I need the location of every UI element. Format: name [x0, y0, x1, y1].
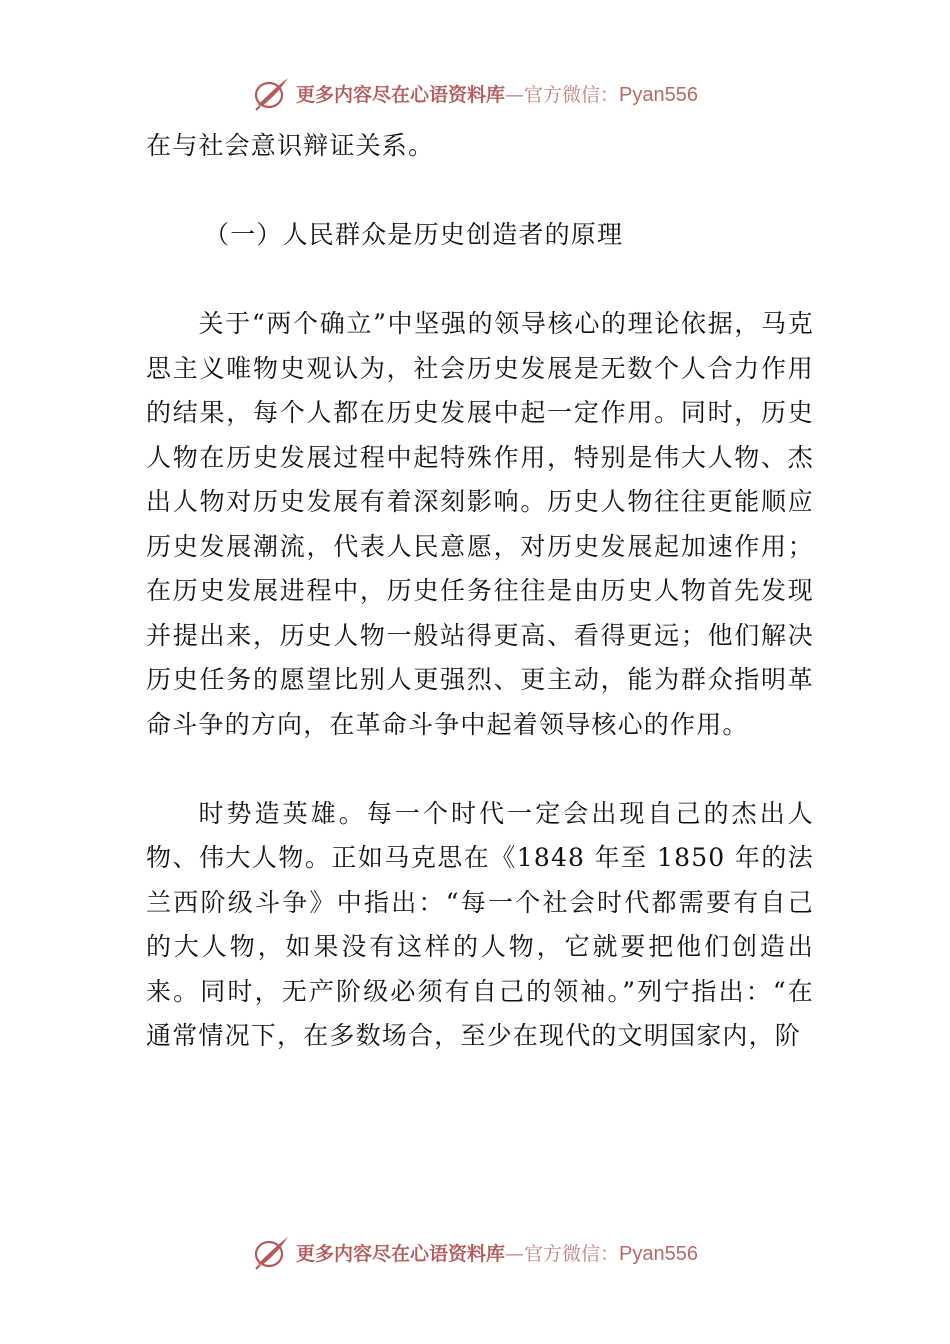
quill-pen-logo-icon [252, 1234, 292, 1270]
quill-pen-logo-icon [252, 75, 292, 111]
header-watermark-banner [0, 71, 950, 115]
watermark-dash: — [505, 1242, 525, 1265]
continuation-line: 在与社会意识辩证关系。 [146, 131, 435, 160]
section-heading: （一）人民群众是历史创造者的原理 [204, 220, 624, 249]
footer-watermark-text [296, 1239, 698, 1266]
body-paragraph-1: 关于“两个确立”中坚强的领导核心的理论依据，马克思主义唯物史观认为，社会历史发展是无数个人合力作用的结果，每个人都在历史发展中起一定作用。同时，历史人物在历史发展过程中起特殊作用，特别是伟大人物、杰出人物对历史发展有着深刻影响。历史人物往往更能顺应历史发展潮流，代表人民意愿，对历史发展起加速作用；在历史发展进程中，历史任务往往是由历史人物首先发现并提出来，历史人物一般站得更高、看得更远；他们解决历史任务的愿望比别人更强烈、更主动，能为群众指明革命斗争的方向，在革命斗争中起着领导核心的作用。 [146, 309, 814, 739]
body-paragraph-2: 时势造英雄。每一个时代一定会出现自己的杰出人物、伟大人物。正如马克思在《1848 年至 1850 年的法兰西阶级斗争》中指出：“每一个社会时代都需要有自己的大人物，如果没有这样的人物，它就要把他们创造出来。同时，无产阶级必须有自己的领袖。”列宁指出：“在通常情况下，在多数场合，至少在现代的文明国家内，阶 [146, 798, 814, 1050]
watermark-wechat-label: 官方微信： [524, 1242, 620, 1265]
watermark-dash: — [505, 83, 525, 106]
watermark-main-text: 更多内容尽在心语资料库 [296, 83, 506, 106]
watermark-wechat-label: 官方微信： [524, 83, 620, 106]
footer-watermark-banner [0, 1230, 950, 1274]
watermark-wechat-id: Pyan556 [619, 1242, 698, 1265]
header-watermark-text [296, 80, 698, 107]
watermark-main-text: 更多内容尽在心语资料库 [296, 1242, 506, 1265]
watermark-wechat-id: Pyan556 [619, 83, 698, 106]
document-body [146, 124, 814, 1059]
